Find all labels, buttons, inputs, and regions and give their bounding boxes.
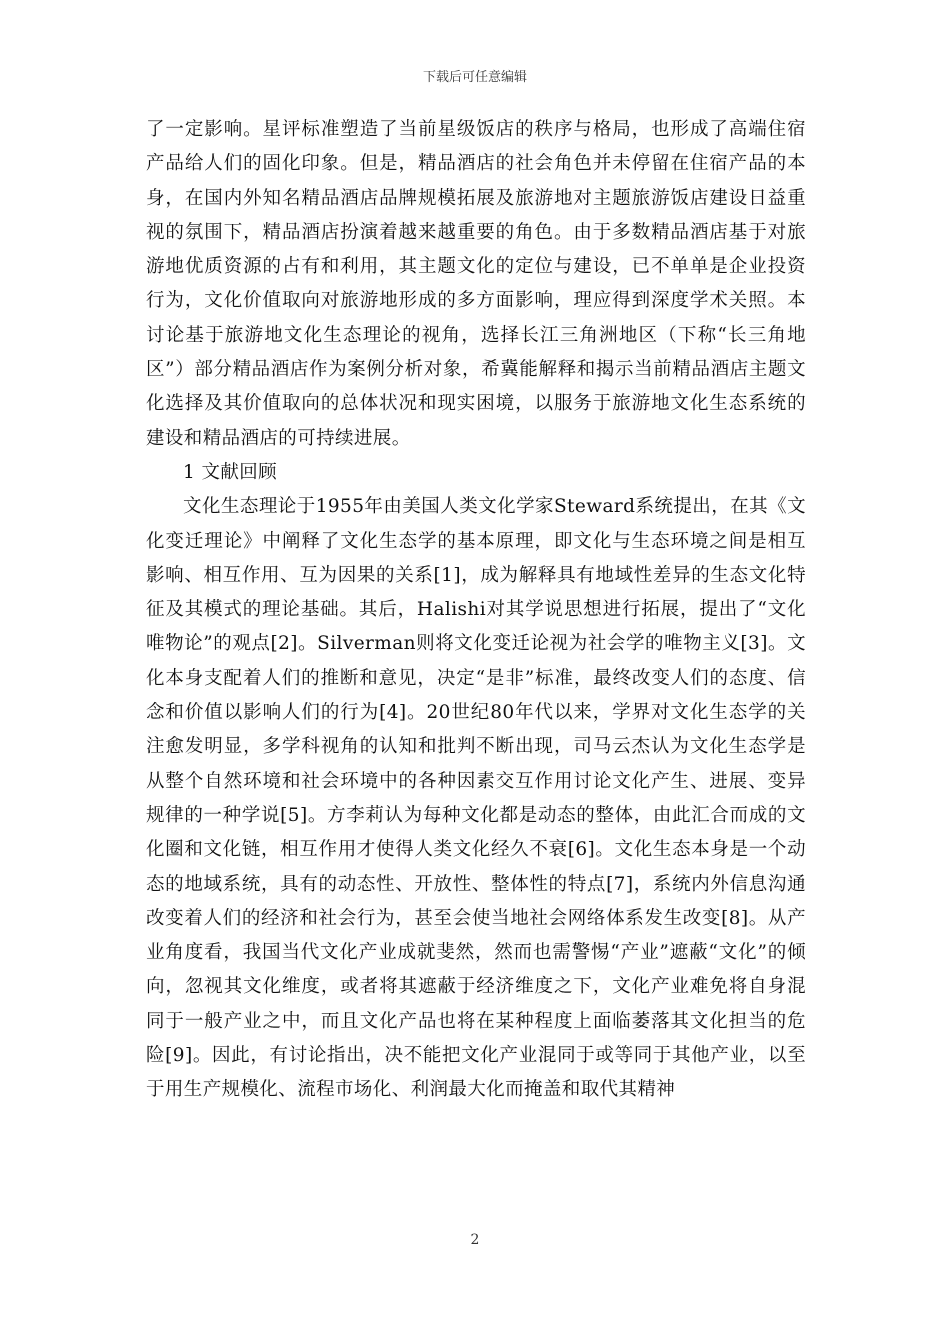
paragraph-literature-review: 文化生态理论于1955年由美国人类文化学家Steward系统提出，在其《文化变迁理论》中阐释了文化生态学的基本原理，即文化与生态环境之间是相互影响、相互作用、互为因果的关系[1]，成为解释具有地域性差异的生态文化特征及其模式的理论基础。其后，Halishi对其学说思想进行拓展，提出了“文化唯物论”的观点[2]。Silverman则将文化变迁论视为社会学的唯物主义[3]。文化本身支配着人们的推断和意见，决定“是非”标准，最终改变人们的态度、信念和价值以影响人们的行为[4]。20世纪80年代以来，学界对文化生态学的关注愈发明显，多学科视角的认知和批判不断出现，司马云杰认为文化生态学是从整个自然环境和社会环境中的各种因素交互作用讨论文化产生、进展、变异规律的一种学说[5]。方李莉认为每种文化都是动态的整体，由此汇合而成的文化圈和文化链，相互作用才使得人类文化经久不衰[6]。文化生态本身是一个动态的地域系统，具有的动态性、开放性、整体性的特点[7]，系统内外信息沟通改变着人们的经济和社会行为，甚至会使当地社会网络体系发生改变[8]。从产业角度看，我国当代文化产业成就斐然，然而也需警惕“产业”遮蔽“文化”的倾向，忽视其文化维度，或者将其遮蔽于经济维度之下，文化产业难免将自身混同于一般产业之中，而且文化产品也将在某种程度上面临萎落其文化担当的危险[9]。因此，有讨论指出，决不能把文化产业混同于或等同于其他产业，以至于用生产规模化、流程市场化、利润最大化而掩盖和取代其精神: [146, 496, 806, 1101]
document-body: [146, 113, 806, 1108]
page-header: 下载后可任意编辑: [422, 70, 527, 85]
section-heading-literature-review: 1 文献回顾: [183, 461, 278, 483]
paragraph-intro-continued: 了一定影响。星评标准塑造了当前星级饭店的秩序与格局，也形成了高端住宿产品给人们的固化印象。但是，精品酒店的社会角色并未停留在住宿产品的本身，在国内外知名精品酒店品牌规模拓展及旅游地对主题旅游饭店建设日益重视的氛围下，精品酒店扮演着越来越重要的角色。由于多数精品酒店基于对旅游地优质资源的占有和利用，其主题文化的定位与建设，已不单单是企业投资行为，文化价值取向对旅游地形成的多方面影响，理应得到深度学术关照。本讨论基于旅游地文化生态理论的视角，选择长江三角洲地区（下称“长三角地区”）部分精品酒店作为案例分析对象，希冀能解释和揭示当前精品酒店主题文化选择及其价值取向的总体状况和现实困境，以服务于旅游地文化生态系统的建设和精品酒店的可持续进展。: [146, 119, 806, 449]
page-number: 2: [470, 1232, 480, 1248]
